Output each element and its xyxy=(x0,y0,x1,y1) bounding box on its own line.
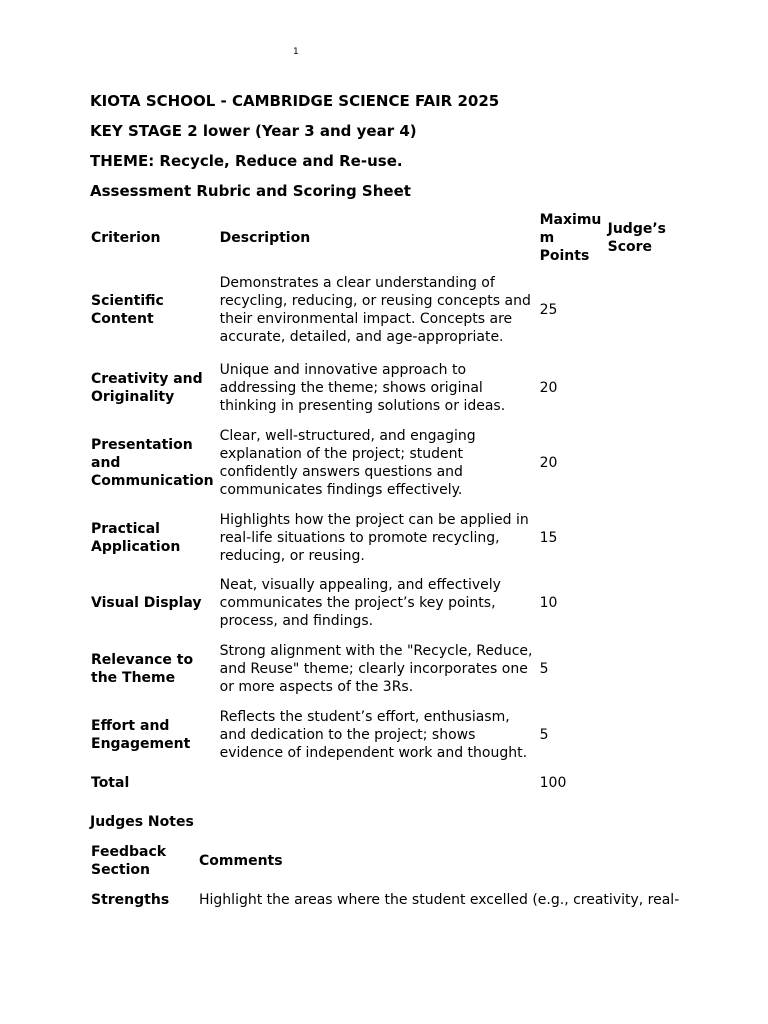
criterion-cell: Practical Application xyxy=(91,521,181,555)
assessment-rubric-table xyxy=(88,209,669,798)
max-points-cell: 20 xyxy=(539,455,558,471)
max-points-cell: 15 xyxy=(539,530,558,546)
description-cell: Unique and innovative approach to addressing the theme; shows original thinking in presenting solutions or ideas. xyxy=(219,362,506,414)
description-column-header: Description xyxy=(219,230,311,246)
judge-score-cell[interactable] xyxy=(605,421,669,505)
rubric-title: Assessment Rubric and Scoring Sheet xyxy=(90,182,411,200)
total-description-cell xyxy=(217,768,537,798)
criterion-cell: Presentation and Communication xyxy=(91,437,214,489)
criterion-cell: Visual Display xyxy=(91,595,202,611)
max-points-cell: 5 xyxy=(539,660,549,677)
table-row xyxy=(88,505,669,571)
judge-score-cell[interactable] xyxy=(605,702,669,768)
judge-score-cell[interactable] xyxy=(605,571,669,635)
theme-title: THEME: Recycle, Reduce and Re-use. xyxy=(90,152,403,170)
school-title: KIOTA SCHOOL - CAMBRIDGE SCIENCE FAIR 2025 xyxy=(90,92,500,110)
table-row xyxy=(88,702,669,768)
criterion-cell: Scientific Content xyxy=(91,293,164,327)
criterion-cell: Relevance to the Theme xyxy=(91,651,194,686)
rubric-header-row xyxy=(88,209,669,265)
judge-score-cell[interactable] xyxy=(605,355,669,421)
table-row xyxy=(88,635,669,702)
judge-score-cell[interactable] xyxy=(605,635,669,702)
judge-score-header-line1: Judge’s xyxy=(607,221,666,237)
description-cell: Demonstrates a clear understanding of recycling, reducing, or reusing concepts and their environmental impact. Concepts are accurate, detailed, and age-appropriate. xyxy=(219,275,531,345)
table-row xyxy=(88,265,669,355)
description-cell: Strong alignment with the "Recycle, Reduce, and Reuse" theme; clearly incorporates one or more aspects of the 3Rs. xyxy=(219,642,533,695)
judge-score-cell[interactable] xyxy=(605,505,669,571)
description-cell: Neat, visually appealing, and effectively communicates the project’s key points, process, and findings. xyxy=(219,577,501,629)
judges-notes-table xyxy=(88,842,682,920)
feedback-section-column-header: Feedback Section xyxy=(91,844,167,878)
page-number: 1 xyxy=(293,47,299,57)
judges-notes-title: Judges Notes xyxy=(90,814,194,830)
key-stage-title: KEY STAGE 2 lower (Year 3 and year 4) xyxy=(90,122,417,140)
total-max-points: 100 xyxy=(539,775,567,791)
table-row xyxy=(88,571,669,635)
table-row xyxy=(88,421,669,505)
max-points-column-header xyxy=(537,209,605,265)
criterion-column-header: Criterion xyxy=(91,230,161,246)
judge-score-header-line2: Score xyxy=(607,239,653,255)
total-label: Total xyxy=(91,775,130,791)
feedback-section-label: Strengths xyxy=(91,892,170,908)
max-points-header-line2: m Points xyxy=(539,230,590,264)
max-points-header-line1: Maximu xyxy=(539,212,602,228)
criterion-cell: Effort and Engagement xyxy=(91,718,191,752)
criterion-cell: Creativity and Originality xyxy=(91,371,203,405)
max-points-cell: 20 xyxy=(539,380,558,396)
total-row xyxy=(88,768,669,798)
description-cell: Clear, well-structured, and engaging explanation of the project; student confidently answers questions and communicates findings effectively. xyxy=(219,428,476,498)
max-points-cell: 5 xyxy=(539,727,549,743)
table-row xyxy=(88,355,669,421)
total-judge-score-cell[interactable] xyxy=(605,768,669,798)
feedback-header-row xyxy=(88,842,682,880)
table-row xyxy=(88,880,682,920)
comments-column-header: Comments xyxy=(199,853,283,869)
max-points-cell: 10 xyxy=(539,595,558,611)
feedback-comment-cell[interactable]: Highlight the areas where the student excelled (e.g., creativity, real- xyxy=(199,892,680,908)
max-points-cell: 25 xyxy=(539,302,558,318)
judge-score-cell[interactable] xyxy=(605,265,669,355)
description-cell: Highlights how the project can be applied in real-life situations to promote recycling, reducing, or reusing. xyxy=(219,512,529,564)
judge-score-column-header xyxy=(605,209,669,265)
description-cell: Reflects the student’s effort, enthusiasm, and dedication to the project; shows evidence of independent work and thought. xyxy=(219,709,528,761)
